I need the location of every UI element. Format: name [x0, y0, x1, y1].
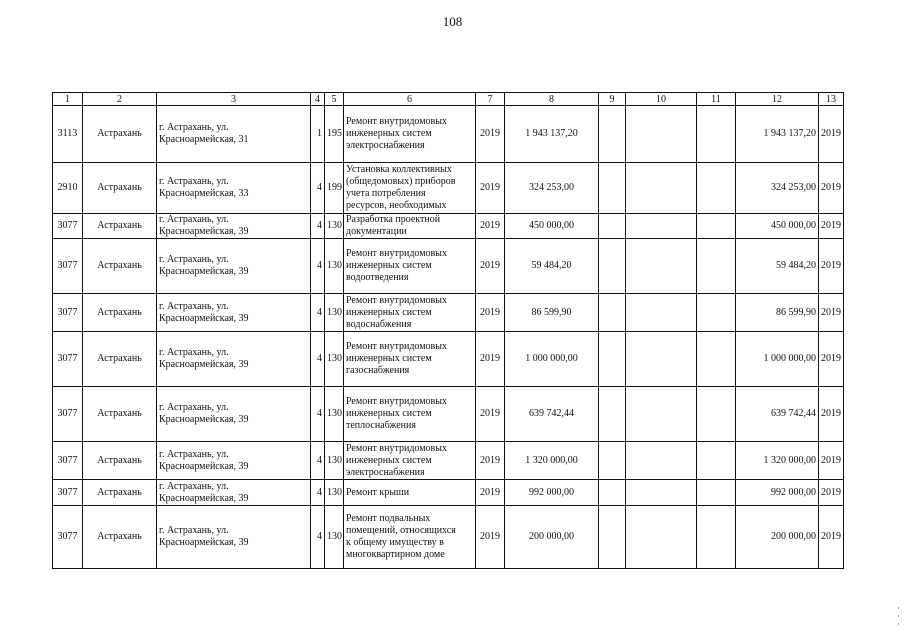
table-row — [53, 214, 844, 239]
address-line: г. Астрахань, ул. — [159, 122, 229, 133]
city-cell: Астрахань — [83, 506, 157, 569]
address-cell — [157, 214, 311, 239]
amount-cell: 1 943 137,20 — [505, 106, 599, 163]
work-type-line: инженерных систем — [346, 353, 432, 364]
column-9-cell — [599, 506, 626, 569]
column-5-cell: 130 — [325, 480, 344, 506]
column-11-cell — [697, 214, 736, 239]
row-id-cell: 3077 — [53, 387, 83, 442]
work-type-cell — [344, 294, 476, 332]
total-amount-cell: 1 000 000,00 — [736, 332, 819, 387]
column-5-cell: 130 — [325, 442, 344, 480]
row-id-cell: 3113 — [53, 106, 83, 163]
year-cell: 2019 — [476, 332, 505, 387]
work-type-cell — [344, 106, 476, 163]
table-row — [53, 163, 844, 214]
column-10-cell — [626, 480, 697, 506]
address-line: Красноармейская, 39 — [159, 460, 249, 472]
work-type-cell — [344, 332, 476, 387]
column-11-cell — [697, 106, 736, 163]
city-cell: Астрахань — [83, 387, 157, 442]
address-line: Красноармейская, 39 — [159, 226, 249, 237]
work-type-cell — [344, 442, 476, 480]
address-line: Красноармейская, 39 — [159, 537, 249, 548]
address-line: г. Астрахань, ул. — [159, 480, 229, 492]
column-4-cell: 4 — [311, 239, 325, 294]
table-row — [53, 387, 844, 442]
table-row — [53, 106, 844, 163]
column-10-cell — [626, 332, 697, 387]
total-amount-cell: 450 000,00 — [736, 214, 819, 239]
total-amount-cell: 59 484,20 — [736, 239, 819, 294]
column-header: 6 — [344, 93, 476, 106]
amount-cell: 200 000,00 — [505, 506, 599, 569]
address-line: Красноармейская, 39 — [159, 414, 249, 425]
address-line: г. Астрахань, ул. — [159, 300, 229, 312]
total-amount-cell: 1 943 137,20 — [736, 106, 819, 163]
address-cell — [157, 387, 311, 442]
total-amount-cell: 992 000,00 — [736, 480, 819, 506]
column-header: 13 — [819, 93, 844, 106]
column-header: 10 — [626, 93, 697, 106]
address-cell — [157, 480, 311, 506]
work-type-line: Ремонт внутридомовых — [346, 341, 448, 352]
column-11-cell — [697, 442, 736, 480]
city-cell: Астрахань — [83, 480, 157, 506]
column-4-cell: 4 — [311, 387, 325, 442]
address-line: Красноармейская, 31 — [159, 134, 249, 145]
address-line: Красноармейская, 39 — [159, 492, 249, 504]
work-type-line: Ремонт внутридомовых — [346, 294, 448, 306]
work-type-line: теплоснабжения — [346, 420, 416, 431]
work-type-line: инженерных систем — [346, 306, 432, 318]
table-row — [53, 239, 844, 294]
column-5-cell: 130 — [325, 214, 344, 239]
address-line: Красноармейская, 39 — [159, 312, 249, 324]
column-10-cell — [626, 442, 697, 480]
scan-edge-marks: · · · — [897, 603, 900, 629]
column-header: 2 — [83, 93, 157, 106]
column-9-cell — [599, 387, 626, 442]
column-11-cell — [697, 294, 736, 332]
city-cell: Астрахань — [83, 214, 157, 239]
total-amount-cell: 200 000,00 — [736, 506, 819, 569]
column-4-cell: 1 — [311, 106, 325, 163]
row-id-cell: 3077 — [53, 506, 83, 569]
work-type-line: электроснабжения — [346, 140, 425, 151]
row-id-cell: 3077 — [53, 214, 83, 239]
work-type-line: Установка коллективных — [346, 164, 452, 175]
column-11-cell — [697, 387, 736, 442]
column-4-cell: 4 — [311, 506, 325, 569]
row-id-cell: 3077 — [53, 480, 83, 506]
total-amount-cell: 1 320 000,00 — [736, 442, 819, 480]
year-13-cell: 2019 — [819, 506, 844, 569]
address-line: г. Астрахань, ул. — [159, 176, 229, 187]
address-line: г. Астрахань, ул. — [159, 254, 229, 265]
amount-cell: 324 253,00 — [505, 163, 599, 214]
address-cell — [157, 506, 311, 569]
column-4-cell: 4 — [311, 214, 325, 239]
address-line: г. Астрахань, ул. — [159, 402, 229, 413]
row-id-cell: 2910 — [53, 163, 83, 214]
amount-cell: 86 599,90 — [505, 294, 599, 332]
column-9-cell — [599, 106, 626, 163]
column-9-cell — [599, 442, 626, 480]
address-cell — [157, 294, 311, 332]
year-13-cell: 2019 — [819, 294, 844, 332]
column-11-cell — [697, 239, 736, 294]
year-13-cell: 2019 — [819, 106, 844, 163]
work-type-cell — [344, 239, 476, 294]
work-type-line: Разработка проектной — [346, 214, 441, 225]
total-amount-cell: 639 742,44 — [736, 387, 819, 442]
work-type-line: электроснабжения — [346, 466, 425, 478]
year-13-cell: 2019 — [819, 442, 844, 480]
address-line: г. Астрахань, ул. — [159, 214, 229, 225]
column-9-cell — [599, 294, 626, 332]
column-header: 3 — [157, 93, 311, 106]
column-5-cell: 199 — [325, 163, 344, 214]
registry-table — [52, 92, 844, 569]
column-10-cell — [626, 294, 697, 332]
work-type-line: Ремонт внутридомовых — [346, 442, 448, 454]
column-9-cell — [599, 163, 626, 214]
work-type-cell — [344, 387, 476, 442]
year-cell: 2019 — [476, 480, 505, 506]
work-type-cell — [344, 163, 476, 214]
work-type-line: многоквартирном доме — [346, 549, 445, 560]
year-13-cell: 2019 — [819, 163, 844, 214]
row-id-cell: 3077 — [53, 239, 83, 294]
column-4-cell: 4 — [311, 332, 325, 387]
work-type-line: ресурсов, необходимых — [346, 200, 447, 211]
address-line: Красноармейская, 33 — [159, 188, 249, 199]
work-type-line: Ремонт подвальных — [346, 513, 431, 524]
city-cell: Астрахань — [83, 239, 157, 294]
column-11-cell — [697, 163, 736, 214]
row-id-cell: 3077 — [53, 294, 83, 332]
page-number: 108 — [442, 14, 463, 29]
table-row — [53, 294, 844, 332]
work-type-line: к общему имуществу в — [346, 537, 444, 548]
header-row — [53, 93, 844, 106]
year-cell: 2019 — [476, 387, 505, 442]
address-cell — [157, 332, 311, 387]
amount-cell: 639 742,44 — [505, 387, 599, 442]
column-header: 4 — [311, 93, 325, 106]
column-header: 11 — [697, 93, 736, 106]
column-11-cell — [697, 332, 736, 387]
year-13-cell: 2019 — [819, 480, 844, 506]
year-cell: 2019 — [476, 294, 505, 332]
address-line: г. Астрахань, ул. — [159, 448, 229, 460]
column-header: 9 — [599, 93, 626, 106]
column-9-cell — [599, 480, 626, 506]
column-5-cell: 130 — [325, 239, 344, 294]
year-13-cell: 2019 — [819, 387, 844, 442]
work-type-line: Ремонт внутридомовых — [346, 396, 448, 407]
year-cell: 2019 — [476, 106, 505, 163]
column-header: 8 — [505, 93, 599, 106]
work-type-cell — [344, 480, 476, 506]
column-10-cell — [626, 163, 697, 214]
column-4-cell: 4 — [311, 442, 325, 480]
year-13-cell: 2019 — [819, 332, 844, 387]
address-line: г. Астрахань, ул. — [159, 347, 229, 358]
column-5-cell: 130 — [325, 332, 344, 387]
column-10-cell — [626, 239, 697, 294]
column-4-cell: 4 — [311, 294, 325, 332]
work-type-line: учета потребления — [346, 188, 426, 199]
city-cell: Астрахань — [83, 332, 157, 387]
year-cell: 2019 — [476, 163, 505, 214]
year-13-cell: 2019 — [819, 214, 844, 239]
total-amount-cell: 324 253,00 — [736, 163, 819, 214]
column-header: 5 — [325, 93, 344, 106]
table-row — [53, 442, 844, 480]
column-11-cell — [697, 480, 736, 506]
column-10-cell — [626, 506, 697, 569]
amount-cell: 992 000,00 — [505, 480, 599, 506]
table-row — [53, 332, 844, 387]
work-type-line: инженерных систем — [346, 454, 432, 466]
row-id-cell: 3077 — [53, 442, 83, 480]
address-line: Красноармейская, 39 — [159, 359, 249, 370]
address-cell — [157, 106, 311, 163]
work-type-cell — [344, 506, 476, 569]
amount-cell: 1 000 000,00 — [505, 332, 599, 387]
work-type-line: помещений, относящихся — [346, 525, 456, 536]
address-cell — [157, 239, 311, 294]
year-13-cell: 2019 — [819, 239, 844, 294]
work-type-line: газоснабжения — [346, 365, 410, 376]
work-type-line: Ремонт внутридомовых — [346, 116, 448, 127]
column-9-cell — [599, 214, 626, 239]
city-cell: Астрахань — [83, 106, 157, 163]
column-5-cell: 195 — [325, 106, 344, 163]
column-10-cell — [626, 387, 697, 442]
table-row — [53, 506, 844, 569]
column-10-cell — [626, 106, 697, 163]
column-header: 1 — [53, 93, 83, 106]
column-5-cell: 130 — [325, 294, 344, 332]
work-type-line: водоотведения — [346, 272, 409, 283]
column-4-cell: 4 — [311, 163, 325, 214]
city-cell: Астрахань — [83, 442, 157, 480]
work-type-line: инженерных систем — [346, 260, 432, 271]
amount-cell: 59 484,20 — [505, 239, 599, 294]
amount-cell: 450 000,00 — [505, 214, 599, 239]
address-cell — [157, 442, 311, 480]
work-type-line: водоснабжения — [346, 318, 412, 330]
column-11-cell — [697, 506, 736, 569]
work-type-cell — [344, 214, 476, 239]
work-type-line: Ремонт крыши — [346, 486, 410, 498]
column-5-cell: 130 — [325, 387, 344, 442]
total-amount-cell: 86 599,90 — [736, 294, 819, 332]
column-4-cell: 4 — [311, 480, 325, 506]
city-cell: Астрахань — [83, 163, 157, 214]
column-9-cell — [599, 239, 626, 294]
address-line: г. Астрахань, ул. — [159, 525, 229, 536]
column-10-cell — [626, 214, 697, 239]
column-5-cell: 130 — [325, 506, 344, 569]
address-cell — [157, 163, 311, 214]
city-cell: Астрахань — [83, 294, 157, 332]
year-cell: 2019 — [476, 442, 505, 480]
column-header: 7 — [476, 93, 505, 106]
year-cell: 2019 — [476, 506, 505, 569]
work-type-line: Ремонт внутридомовых — [346, 248, 448, 259]
registry-body — [53, 106, 844, 569]
year-cell: 2019 — [476, 214, 505, 239]
work-type-line: инженерных систем — [346, 128, 432, 139]
table-row — [53, 480, 844, 506]
year-cell: 2019 — [476, 239, 505, 294]
work-type-line: (общедомовых) приборов — [346, 176, 456, 187]
work-type-line: инженерных систем — [346, 408, 432, 419]
address-line: Красноармейская, 39 — [159, 266, 249, 277]
amount-cell: 1 320 000,00 — [505, 442, 599, 480]
column-header: 12 — [736, 93, 819, 106]
row-id-cell: 3077 — [53, 332, 83, 387]
column-9-cell — [599, 332, 626, 387]
work-type-line: документации — [346, 226, 407, 237]
